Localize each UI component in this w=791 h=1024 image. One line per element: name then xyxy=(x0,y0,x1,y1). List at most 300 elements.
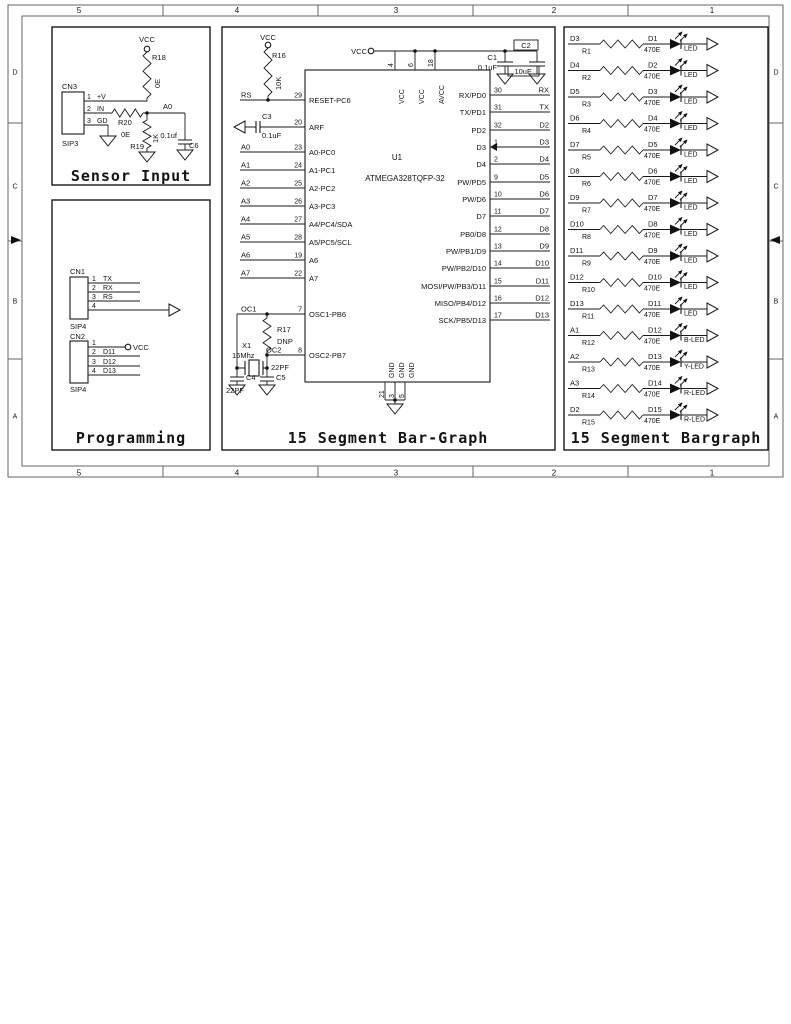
resistor xyxy=(600,146,643,154)
resistor xyxy=(600,385,643,393)
led-row xyxy=(568,403,718,427)
pin-number: 9 xyxy=(494,174,498,182)
net-label: A3 xyxy=(241,196,251,206)
pin-name: VCC xyxy=(419,89,426,104)
resistor-r20 xyxy=(112,109,143,117)
net-label: A2 xyxy=(241,178,251,188)
pin-number: 25 xyxy=(294,180,302,188)
led-icon xyxy=(670,119,681,129)
junction-dot xyxy=(235,366,239,370)
resistor xyxy=(600,332,643,340)
net-arrow-icon xyxy=(707,38,718,50)
net-label: D8 xyxy=(570,166,580,176)
capacitor-ref: C1 xyxy=(487,53,497,62)
pin-number: 5 xyxy=(399,394,406,398)
net-label: D3 xyxy=(570,34,580,43)
zone-row-label: C xyxy=(12,183,18,191)
net-arrow-icon xyxy=(234,121,245,133)
pin-number: 3 xyxy=(92,359,96,366)
net-arrow-icon xyxy=(707,303,718,315)
capacitor-ref: C4 xyxy=(246,373,256,382)
resistor-ref: R5 xyxy=(582,154,591,162)
capacitor-value: 10uF xyxy=(514,67,532,76)
net-label: D2 xyxy=(570,405,580,414)
pin-name: MISO/PB4/D12 xyxy=(434,298,486,308)
led-icon xyxy=(670,278,681,288)
led-label: LED xyxy=(684,231,698,238)
pin-name: PD2 xyxy=(471,125,486,135)
resistor-ref: R16 xyxy=(272,51,286,60)
led-ref: D5 xyxy=(648,140,658,149)
net-arrow-icon xyxy=(707,171,718,183)
resistor-value: 470E xyxy=(644,126,661,134)
resistor-value: 470E xyxy=(644,47,661,54)
resistor-ref: R15 xyxy=(582,419,595,427)
resistor-value: 0E xyxy=(121,130,131,139)
resistor xyxy=(600,226,643,234)
pin-name: PB0/D8 xyxy=(460,229,486,239)
led-row xyxy=(568,376,718,400)
pin-number: 8 xyxy=(298,347,302,355)
net-arrow-icon xyxy=(707,144,718,156)
resistor-ref: R10 xyxy=(582,287,595,294)
led-icon xyxy=(670,172,681,182)
resistor xyxy=(600,173,643,181)
pin-name: D13 xyxy=(103,368,116,375)
connector-type: SIP4 xyxy=(70,385,87,394)
led-row xyxy=(568,138,718,162)
led-label: LED xyxy=(684,72,698,79)
led-label: LED xyxy=(684,98,698,106)
cn2-pin-labels xyxy=(92,340,116,375)
net-label: D7 xyxy=(539,206,549,216)
resistor-value: 470E xyxy=(644,312,661,319)
led-row xyxy=(568,217,718,241)
net-label: A1 xyxy=(570,325,580,335)
pin-name: RX/PD0 xyxy=(458,90,486,100)
cn1-pin-labels xyxy=(92,276,113,310)
pin-name: D3 xyxy=(476,142,486,152)
resistor-value: 1K xyxy=(151,133,160,143)
net-label-vcc: VCC xyxy=(139,35,155,44)
led-ref: D6 xyxy=(648,166,658,176)
resistor-value: 470E xyxy=(644,73,661,81)
pin-number: 2 xyxy=(92,349,96,356)
net-label-vcc: VCC xyxy=(133,343,149,352)
capacitor-value: 0.1uf xyxy=(160,131,177,140)
led-icon xyxy=(670,251,681,261)
led-ref: D9 xyxy=(648,246,658,255)
led-icon xyxy=(670,145,681,155)
connector-cn2 xyxy=(70,341,88,383)
zone-col-label: 2 xyxy=(551,468,557,478)
sheet-center-arrow-right-icon xyxy=(770,236,780,244)
led-label: LED xyxy=(684,151,698,159)
net-arrow-icon xyxy=(707,277,718,289)
resistor-ref: R2 xyxy=(582,75,591,82)
zone-row-label: D xyxy=(773,69,779,77)
resistor-value: 470E xyxy=(644,338,661,346)
led-row xyxy=(568,270,718,294)
pin-number: 27 xyxy=(294,216,302,224)
pin-number: 24 xyxy=(294,162,302,170)
pin-name: PW/PD5 xyxy=(457,177,486,187)
pin-name: +V xyxy=(97,94,106,101)
net-label: D6 xyxy=(539,189,549,199)
pin-number: 2 xyxy=(87,106,91,113)
led-icon xyxy=(670,39,681,49)
net-label: D3 xyxy=(539,137,549,147)
pin-name: OSC1-PB6 xyxy=(309,309,347,319)
pin-number: 3 xyxy=(92,294,96,301)
pin-number: 15 xyxy=(494,278,502,286)
bargraph-block xyxy=(564,27,768,450)
connector-type: SIP3 xyxy=(62,139,79,148)
sensor-block-border xyxy=(52,27,210,185)
connector-cn3 xyxy=(62,92,84,134)
pin-number: 32 xyxy=(494,122,502,130)
pin-number: 22 xyxy=(294,270,302,278)
pin-number: 6 xyxy=(408,63,415,67)
resistor xyxy=(600,411,643,419)
resistor xyxy=(600,93,643,101)
pin-name: AVCC xyxy=(439,85,446,104)
led-row xyxy=(568,111,718,135)
resistor xyxy=(600,40,643,48)
resistor-value: 470E xyxy=(644,206,661,213)
connector-ref: CN2 xyxy=(70,332,86,341)
net-label-vcc: VCC xyxy=(351,47,367,56)
led-icon xyxy=(670,384,681,394)
mcu-wires xyxy=(237,51,537,404)
zone-col-label: 3 xyxy=(393,468,399,478)
led-label: LED xyxy=(684,284,698,291)
net-label: D2 xyxy=(539,120,549,130)
led-icon xyxy=(670,331,681,341)
led-icon xyxy=(670,410,681,420)
net-label: D5 xyxy=(539,172,549,182)
resistor-ref: R1 xyxy=(582,48,591,56)
net-label: D10 xyxy=(535,258,549,268)
capacitor-ref: C5 xyxy=(276,373,286,382)
pin-name: GND xyxy=(389,362,396,378)
net-label: A5 xyxy=(241,232,251,242)
vcc-terminal-icon xyxy=(125,344,131,350)
resistor xyxy=(600,199,643,207)
net-arrow-icon xyxy=(707,91,718,103)
capacitor-ref: C2 xyxy=(521,41,531,50)
led-ref: D12 xyxy=(648,325,662,335)
led-label: Y-LED xyxy=(684,363,704,371)
capacitor-value: 0.1uF xyxy=(262,131,282,140)
zone-col-label: 1 xyxy=(709,468,715,478)
net-arrow-icon xyxy=(707,118,718,130)
net-arrow-icon xyxy=(707,409,718,421)
resistor xyxy=(600,67,643,75)
resistor xyxy=(600,252,643,260)
pin-number: 1 xyxy=(87,94,91,101)
resistor-ref: R3 xyxy=(582,101,591,109)
resistor-ref: R18 xyxy=(152,53,166,62)
led-ref: D8 xyxy=(648,219,658,229)
net-label: D10 xyxy=(570,219,584,229)
net-arrow-icon xyxy=(169,304,180,316)
junction-dot xyxy=(503,49,507,53)
net-label: D9 xyxy=(570,193,580,202)
pin-name: A2-PC2 xyxy=(309,183,336,193)
programming-wires xyxy=(88,283,169,375)
pin-name: A3-PC3 xyxy=(309,201,336,211)
mcu-top-pins xyxy=(388,59,446,104)
resistor xyxy=(600,358,643,366)
programming-block xyxy=(52,200,210,450)
block-title: Sensor Input xyxy=(70,167,192,185)
resistor-r16 xyxy=(264,48,272,96)
zone-row-label: B xyxy=(773,298,779,306)
pin-name: TX xyxy=(103,276,112,283)
led-ref: D13 xyxy=(648,352,662,361)
pin-number: 3 xyxy=(389,394,396,398)
resistor-ref: R13 xyxy=(582,366,595,374)
resistor xyxy=(600,305,643,313)
resistor-value: 470E xyxy=(644,100,661,107)
resistor-ref: R11 xyxy=(582,313,595,321)
led-row xyxy=(568,58,718,82)
net-label: D8 xyxy=(539,224,549,234)
pin-number: 11 xyxy=(494,208,502,216)
resistor-r18 xyxy=(143,52,151,98)
resistor xyxy=(600,120,643,128)
led-row xyxy=(568,297,718,321)
net-label: D13 xyxy=(570,299,584,308)
pin-number: 14 xyxy=(494,260,502,268)
connector-ref: CN1 xyxy=(70,267,86,276)
led-ref: D14 xyxy=(648,378,662,388)
schematic-sheet xyxy=(0,0,791,495)
led-icon xyxy=(670,304,681,314)
pin-name: D12 xyxy=(103,359,116,366)
vcc-terminal-icon xyxy=(265,42,271,48)
pin-name: A0-PC0 xyxy=(309,147,336,157)
led-ref: D4 xyxy=(648,113,658,123)
resistor-value: 470E xyxy=(644,418,661,425)
led-ref: D7 xyxy=(648,193,658,202)
pin-number: 29 xyxy=(294,92,302,100)
net-label: D13 xyxy=(535,310,549,320)
net-arrow-icon xyxy=(707,330,718,342)
led-row xyxy=(568,323,718,347)
net-arrow-icon xyxy=(707,197,718,209)
net-label: D5 xyxy=(570,87,580,96)
led-label: R-LED xyxy=(684,416,706,424)
pin-name: TX/PD1 xyxy=(459,107,486,117)
net-arrow-icon xyxy=(707,250,718,262)
led-icon xyxy=(670,92,681,102)
pin-number: 17 xyxy=(494,312,502,320)
pin-name: ARF xyxy=(309,122,324,132)
net-label: A6 xyxy=(241,250,251,260)
connector-cn1 xyxy=(70,277,88,319)
ground-icon xyxy=(100,136,116,146)
led-ref: D15 xyxy=(648,405,662,414)
led-icon xyxy=(670,198,681,208)
junction-dot xyxy=(145,111,149,115)
connector-ref: CN3 xyxy=(62,82,78,91)
capacitor-value: 22PF xyxy=(226,386,244,395)
resistor-ref: R17 xyxy=(277,325,291,334)
pin-number: 2 xyxy=(92,285,96,292)
led-ref: D11 xyxy=(648,299,662,308)
pin-name: GND xyxy=(399,362,406,378)
pin-name: RX xyxy=(103,285,113,292)
led-icon xyxy=(670,66,681,76)
net-label: D11 xyxy=(535,276,549,286)
mcu-right-pins xyxy=(421,86,550,325)
pin-number: 1 xyxy=(92,276,96,283)
led-row xyxy=(568,244,718,268)
capacitor-value: 0.1uF xyxy=(477,63,497,72)
block-title: 15 Segment Bargraph xyxy=(570,429,762,447)
resistor-ref: R6 xyxy=(582,181,591,188)
led-icon xyxy=(670,225,681,235)
net-arrow-icon xyxy=(707,224,718,236)
crystal-ref: X1 xyxy=(242,341,252,350)
led-label: LED xyxy=(684,257,698,265)
net-label: A3 xyxy=(570,378,580,388)
pin-name: MOSI/PW/PB3/D11 xyxy=(421,281,486,291)
led-row xyxy=(568,350,718,374)
pin-number: 21 xyxy=(379,390,386,398)
led-ref: D2 xyxy=(648,60,658,70)
led-icon xyxy=(670,357,681,367)
led-label: R-LED xyxy=(684,390,706,397)
block-title: 15 Segment Bar-Graph xyxy=(287,429,489,447)
crystal-value: 16Mhz xyxy=(232,351,255,360)
ground-icon xyxy=(139,152,155,162)
capacitor-value: 22PF xyxy=(271,363,289,372)
sheet-center-arrow-left-icon xyxy=(11,236,21,244)
pin-name: A7 xyxy=(309,273,319,283)
led-row xyxy=(568,32,718,56)
pin-number: 31 xyxy=(494,104,502,112)
mcu-bottom-pins xyxy=(379,362,416,398)
pin-name: PW/PB1/D9 xyxy=(445,246,486,256)
net-label: A2 xyxy=(570,352,580,361)
pin-number: 2 xyxy=(494,156,498,164)
pin-name: PW/D6 xyxy=(462,194,486,204)
pin-number: 28 xyxy=(294,234,302,242)
ground-icon xyxy=(387,404,403,414)
resistor-value: 470E xyxy=(644,232,661,240)
pin-name: A4/PC4/SDA xyxy=(309,219,353,229)
led-ref: D3 xyxy=(648,87,658,96)
pin-number: 30 xyxy=(494,87,502,95)
net-label: A4 xyxy=(241,214,251,224)
led-label: LED xyxy=(684,204,698,212)
pin-number: 1 xyxy=(92,340,96,347)
mcu-block xyxy=(222,27,555,450)
junction-dot xyxy=(265,366,269,370)
resistor-ref: R4 xyxy=(582,128,591,135)
led-ref: D1 xyxy=(648,34,658,43)
pin-number: 12 xyxy=(494,226,502,234)
pin-number: 4 xyxy=(388,63,395,67)
vcc-terminal-icon xyxy=(368,48,374,54)
pin-name: D4 xyxy=(476,159,486,169)
net-label: D11 xyxy=(570,246,584,255)
pin-number: 1 xyxy=(494,139,498,147)
pin-name: A5/PC5/SCL xyxy=(309,237,352,247)
resistor-value: 470E xyxy=(644,391,661,399)
led-row xyxy=(568,191,718,215)
pin-number: 7 xyxy=(298,306,302,314)
resistor-ref: R14 xyxy=(582,393,595,400)
pin-name: D7 xyxy=(476,211,486,221)
resistor xyxy=(600,279,643,287)
capacitor-ref: C3 xyxy=(262,112,272,121)
net-label: OC1 xyxy=(241,304,257,314)
net-label: OC2 xyxy=(266,345,282,355)
net-label: RS xyxy=(241,90,252,100)
bargraph-block-border xyxy=(564,27,768,450)
zone-col-label: 5 xyxy=(76,468,82,478)
led-row xyxy=(568,164,718,188)
cn3-pin-labels xyxy=(87,94,108,125)
led-label: B-LED xyxy=(684,337,705,344)
led-rows xyxy=(568,32,718,427)
net-label-a0: A0 xyxy=(163,102,173,111)
ic-value: ATMEGA328TQFP-32 xyxy=(365,174,445,183)
pin-number: 26 xyxy=(294,198,302,206)
zone-col-label: 5 xyxy=(76,6,82,15)
zone-row-label: B xyxy=(12,298,18,306)
resistor-r19 xyxy=(143,120,151,148)
pin-name: PW/PB2/D10 xyxy=(441,263,486,273)
led-label: LED xyxy=(684,178,698,185)
resistor-ref: R19 xyxy=(130,142,144,151)
net-arrow-icon xyxy=(707,383,718,395)
pin-number: 4 xyxy=(92,303,96,310)
net-label: D9 xyxy=(539,241,549,251)
ic-ref: U1 xyxy=(391,153,403,162)
led-label: LED xyxy=(684,45,698,53)
resistor-ref: R12 xyxy=(582,340,595,347)
led-label: LED xyxy=(684,310,698,318)
junction-dot xyxy=(413,49,417,53)
zone-col-label: 1 xyxy=(709,6,715,15)
zone-row-label: A xyxy=(773,413,779,421)
ground-icon xyxy=(259,385,275,395)
net-label: D12 xyxy=(535,293,549,303)
net-arrow-icon xyxy=(707,65,718,77)
resistor-value: 10K xyxy=(274,76,283,90)
resistor-value: 470E xyxy=(644,179,661,187)
pin-number: 16 xyxy=(494,295,502,303)
zone-row-label: D xyxy=(12,69,18,77)
ground-icon xyxy=(497,74,513,84)
led-ref: D10 xyxy=(648,272,662,282)
net-label: TX xyxy=(539,102,549,112)
resistor-ref: R8 xyxy=(582,234,591,241)
resistor-value: 470E xyxy=(644,365,661,372)
led-label: LED xyxy=(684,125,698,132)
resistor-value: 470E xyxy=(644,259,661,266)
vcc-terminal-icon xyxy=(144,46,150,52)
net-label: D4 xyxy=(570,60,580,70)
block-title: Programming xyxy=(75,429,187,447)
pin-name: A1-PC1 xyxy=(309,165,336,175)
mcu-left-pins xyxy=(237,91,352,360)
